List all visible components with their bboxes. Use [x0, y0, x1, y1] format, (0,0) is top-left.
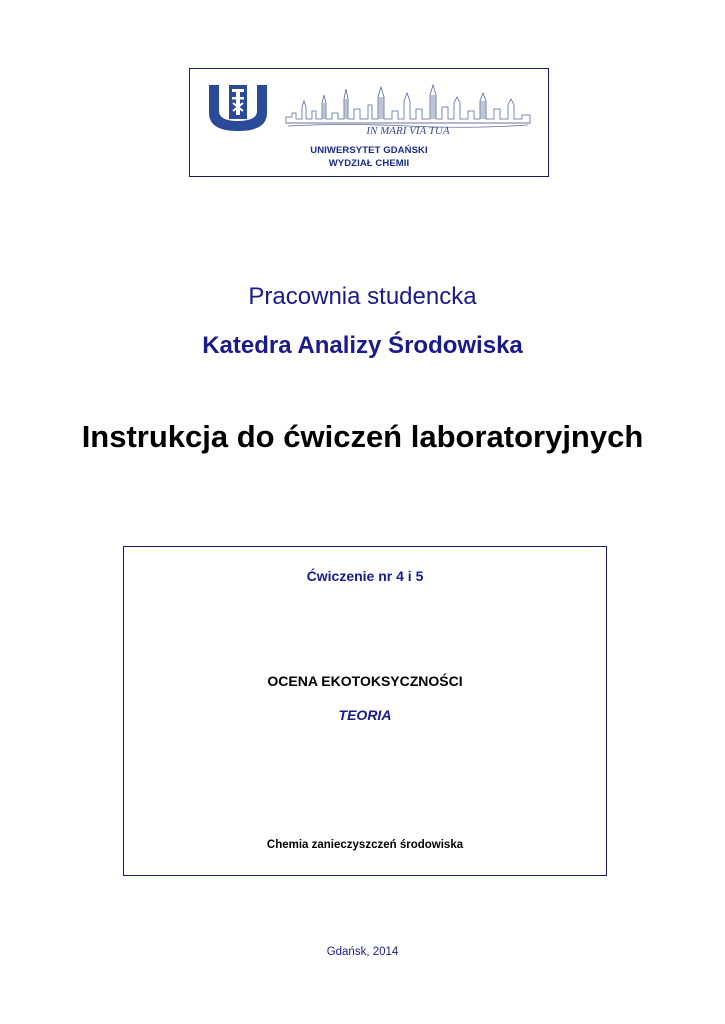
exercise-box [123, 546, 607, 876]
university-name: UNIWERSYTET GDAŃSKI [310, 145, 428, 156]
course-name: Chemia zanieczyszczeń środowiska [266, 839, 464, 851]
exercise-number: Ćwiczenie nr 4 i 5 [306, 568, 424, 584]
exercise-part: TEORIA [338, 707, 392, 723]
motto-text: IN MARI VIA TUA [366, 125, 450, 137]
university-header [189, 68, 549, 177]
department-title: Katedra Analizy Środowiska [202, 332, 523, 359]
university-logo-icon [207, 83, 269, 133]
gdansk-skyline-icon [282, 83, 534, 137]
place-date: Gdańsk, 2014 [326, 946, 399, 958]
exercise-topic: OCENA EKOTOKSYCZNOŚCI [267, 673, 463, 689]
subtitle: Pracownia studencka [248, 283, 477, 310]
document-title: Instrukcja do ćwiczeń laboratoryjnych [81, 419, 644, 454]
faculty-name: WYDZIAŁ CHEMII [328, 158, 410, 169]
